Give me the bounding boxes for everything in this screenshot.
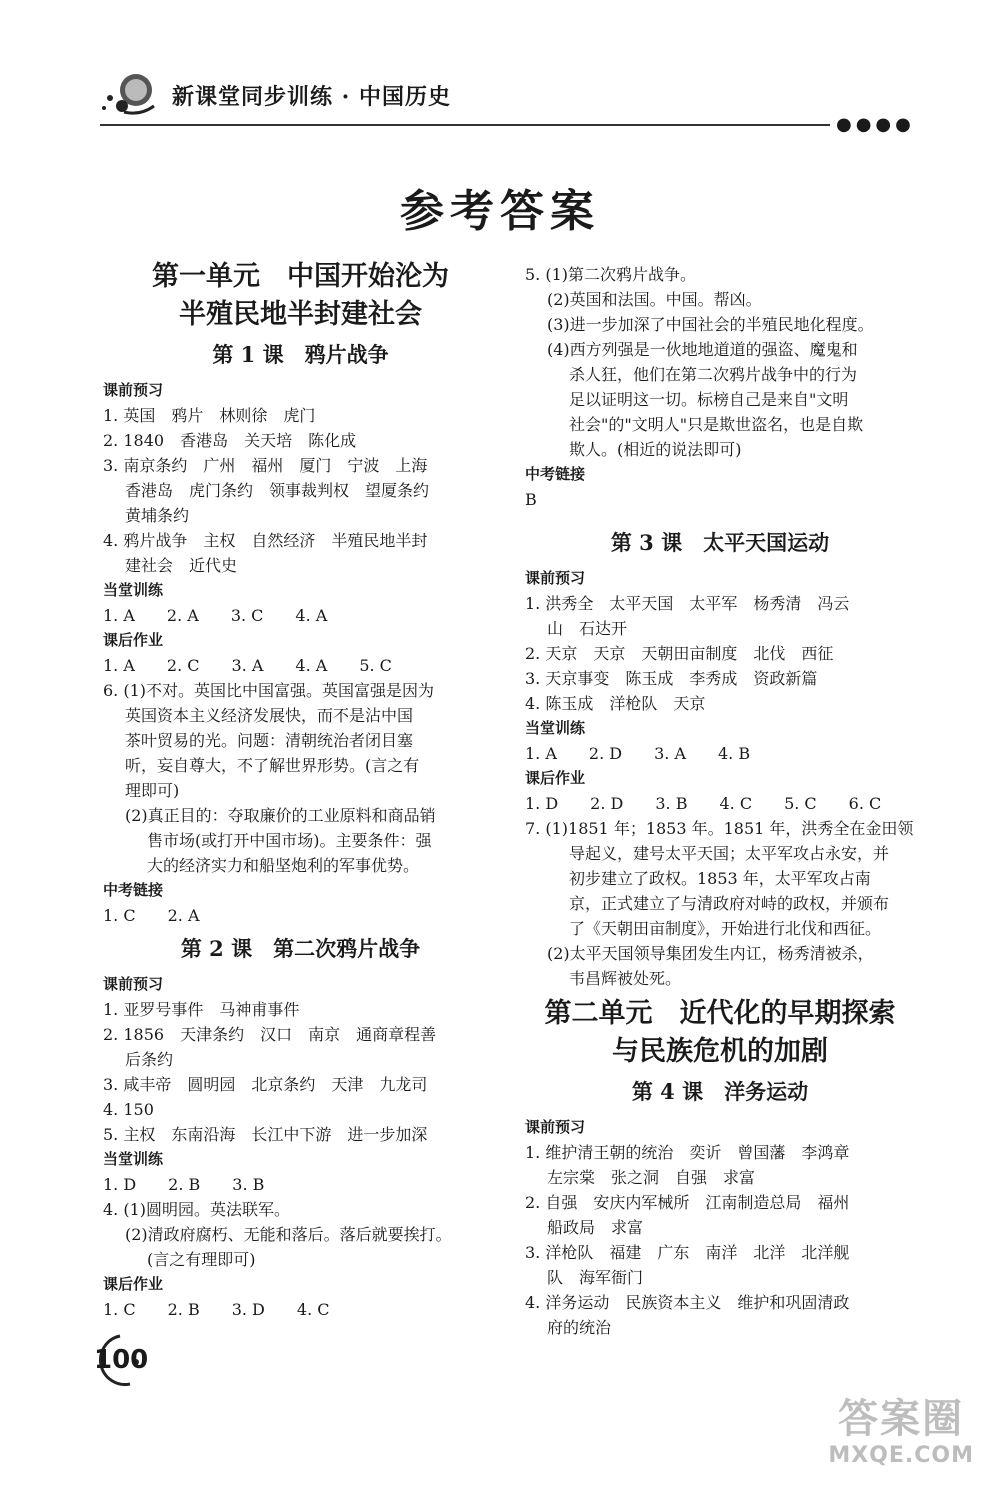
answer-line: 5. 主权 东南沿海 长江中下游 进一步加深 [103,1125,428,1144]
section-label: 中考链接 [103,881,164,899]
page-title: 参考答案 [400,186,600,237]
answer-line: 了《天朝田亩制度》，开始进行北伐和西征。 [569,919,882,938]
answer-line: 1. C 2. A [103,906,200,925]
answer-line: (2)英国和法国。中国。帮凶。 [547,290,762,309]
answer-line: (2)真正目的：夺取廉价的工业原料和商品销 [125,806,436,825]
answer-line: 韦昌辉被处死。 [569,969,682,988]
section-label: 课后作业 [525,769,586,787]
header-dots: ●●●● [836,114,915,135]
answer-line: 1. 亚罗号事件 马神甫事件 [103,1000,300,1019]
right-column [525,262,915,1340]
answer-line: 茶叶贸易的光。问题：清朝统治者闭目塞 [125,731,414,750]
answer-line: 1. 英国 鸦片 林则徐 虎门 [103,406,316,425]
answer-line: (言之有理即可) [147,1250,256,1269]
answer-line: 府的统治 [547,1318,612,1337]
answer-line: 4. (1)圆明园。英法联军。 [103,1200,291,1219]
page-number: 100 [94,1345,149,1375]
unit-1-title-line-2: 半殖民地半封建社会 [179,299,422,330]
answer-line: 2. 天京 天京 天朝田亩制度 北伐 西征 [525,644,834,663]
watermark [828,1395,974,1469]
answer-line: 听，妄自尊大，不了解世界形势。(言之有 [125,756,420,775]
answer-line: 大的经济实力和船坚炮利的军事优势。 [147,856,420,875]
answer-line: 售市场(或打开中国市场)。主要条件：强 [147,831,432,850]
answer-line: 船政局 求富 [547,1218,644,1237]
answer-line: B [525,490,537,509]
answer-line: 1. A 2. D 3. A 4. B [525,744,751,763]
section-label: 当堂训练 [103,581,164,599]
answer-line: 香港岛 虎门条约 领事裁判权 望厦条约 [125,481,430,500]
answer-line: 后条约 [125,1050,174,1069]
answer-line: 初步建立了政权。1853 年，太平军攻占南 [569,869,871,888]
section-label: 课前预习 [103,381,164,399]
answer-line: 黄埔条约 [125,506,190,525]
lesson-4-title: 第 4 课 洋务运动 [631,1079,809,1104]
answer-line: (2)太平天国领导集团发生内讧，杨秀清被杀， [547,944,874,963]
answer-line: 建社会 近代史 [125,556,238,575]
header-title: 新课堂同步训练 · 中国历史 [172,84,451,110]
answer-line: 3. 天京事变 陈玉成 李秀成 资政新篇 [525,669,818,688]
section-label: 课后作业 [103,1275,164,1293]
watermark-url: MXQE.COM [828,1443,974,1468]
answer-line: 队 海军衙门 [547,1268,644,1287]
watermark-logo-text: 答案圈 [838,1396,965,1442]
answer-line: 杀人狂，他们在第二次鸦片战争中的行为 [569,365,858,384]
lesson-2-title: 第 2 课 第二次鸦片战争 [180,936,421,961]
lesson-1-title: 第 1 课 鸦片战争 [212,342,389,367]
section-label: 中考链接 [525,465,586,483]
answer-line: 5. (1)第二次鸦片战争。 [525,265,697,284]
answer-line: 社会"的"文明人"只是欺世盗名，也是自欺 [569,415,864,434]
answer-line: (3)进一步加深了中国社会的半殖民地化程度。 [547,315,874,334]
section-label: 课前预习 [525,1118,586,1136]
answer-line: 3. 南京条约 广州 福州 厦门 宁波 上海 [103,456,428,475]
unit-2-title-line-1: 第二单元 近代化的早期探索 [544,998,896,1029]
answer-line: 理即可) [125,781,180,800]
answer-line: 3. 洋枪队 福建 广东 南洋 北洋 北洋舰 [525,1243,850,1262]
lesson-3-title: 第 3 课 太平天国运动 [610,530,830,555]
answer-line: 6. (1)不对。英国比中国富强。英国富强是因为 [103,681,435,700]
section-label: 课前预习 [103,975,164,993]
answer-line: 4. 鸦片战争 主权 自然经济 半殖民地半封 [103,531,428,550]
left-column [103,258,498,1322]
header-logo-icon [100,72,160,118]
answer-line: 2. 1840 香港岛 关天培 陈化成 [103,431,357,450]
answer-line: 欺人。(相近的说法即可) [569,440,742,459]
answer-line: 4. 陈玉成 洋枪队 天京 [525,694,706,713]
unit-2-title-line-2: 与民族危机的加剧 [612,1036,828,1067]
answer-line: 2. 自强 安庆内军械所 江南制造总局 福州 [525,1193,850,1212]
answer-line: (2)清政府腐朽、无能和落后。落后就要挨打。 [125,1225,452,1244]
answer-line: (4)西方列强是一伙地地道道的强盗、魔鬼和 [547,340,858,359]
answer-line: 1. A 2. A 3. C 4. A [103,606,328,625]
section-label: 当堂训练 [103,1150,164,1168]
answer-line: 山 石达开 [547,619,628,638]
answer-line: 3. 咸丰帝 圆明园 北京条约 天津 九龙司 [103,1075,428,1094]
unit-1-title-line-1: 第一单元 中国开始沦为 [152,261,449,292]
answer-line: 1. 维护清王朝的统治 奕䜣 曾国藩 李鸿章 [525,1143,850,1162]
answer-line: 7. (1)1851 年；1853 年。1851 年，洪秀全在金田领 [525,819,914,838]
answer-line: 导起义，建号太平天国；太平军攻占永安，并 [569,844,890,863]
section-label: 课前预习 [525,569,586,587]
section-label: 当堂训练 [525,719,586,737]
answer-line: 1. 洪秀全 太平天国 太平军 杨秀清 冯云 [525,594,850,613]
answer-line: 1. D 2. B 3. B [103,1175,265,1194]
answer-line: 1. A 2. C 3. A 4. A 5. C [103,656,392,675]
answer-line: 1. D 2. D 3. B 4. C 5. C 6. C [525,794,882,813]
section-label: 课后作业 [103,631,164,649]
answer-line: 4. 150 [103,1100,154,1119]
answer-line: 4. 洋务运动 民族资本主义 维护和巩固清政 [525,1293,850,1312]
header-rule [100,124,830,126]
answer-line: 1. C 2. B 3. D 4. C [103,1300,330,1319]
answer-line: 足以证明这一切。标榜自己是来自"文明 [569,390,849,409]
answer-line: 2. 1856 天津条约 汉口 南京 通商章程善 [103,1025,437,1044]
answer-line: 左宗棠 张之洞 自强 求富 [547,1168,756,1187]
answer-line: 英国资本主义经济发展快，而不是沾中国 [125,706,414,725]
answer-line: 京，正式建立了与清政府对峙的政权，并颁布 [569,894,890,913]
